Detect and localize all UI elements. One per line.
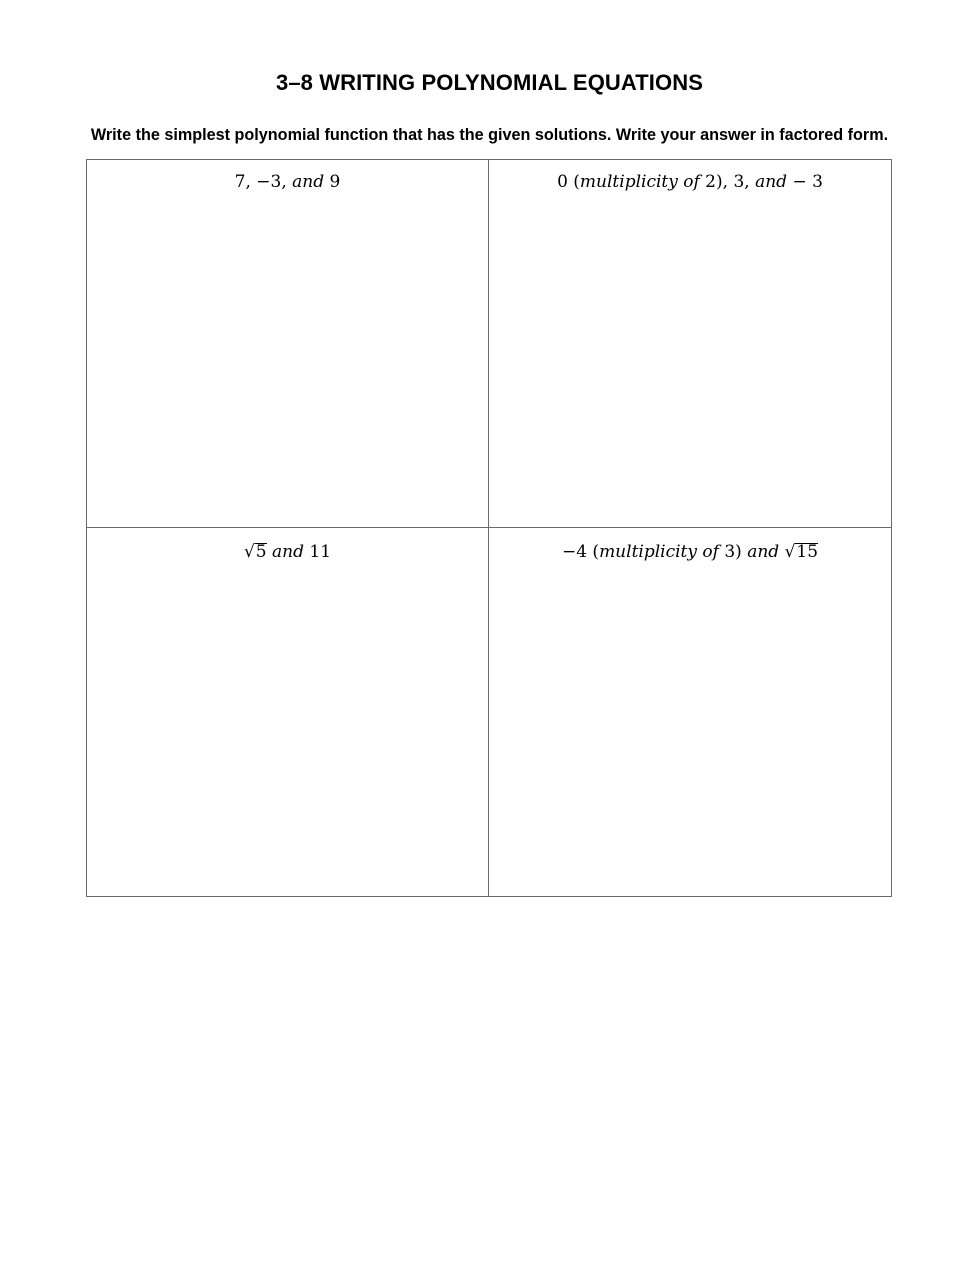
problem-4-and: and	[747, 542, 780, 562]
problem-2-zero: 0 (	[557, 172, 580, 192]
radicand-15: 15	[796, 542, 819, 562]
problem-3-and: and	[272, 542, 304, 562]
instructions-text: Write the simplest polynomial function that has the given solutions. Write your answer in factored form.	[90, 126, 889, 144]
problem-2-last-value: − 3	[787, 172, 823, 192]
problem-2-and: and	[755, 172, 788, 192]
problem-4-multiplicity-value: 3)	[718, 542, 748, 562]
sqrt-5	[244, 542, 267, 562]
problem-3-prompt	[87, 542, 488, 562]
problem-2-values: 2), 3,	[699, 172, 756, 192]
worksheet-title: 3–8 WRITING POLYNOMIAL EQUATIONS	[276, 70, 703, 95]
answer-box-2[interactable]	[489, 160, 891, 528]
answer-box-1[interactable]	[87, 160, 489, 528]
problem-1-prompt	[87, 172, 488, 192]
problem-1-values: 7, −3,	[234, 172, 293, 192]
problem-4-value: −4 (	[561, 542, 600, 562]
radicand-5: 5	[255, 542, 267, 562]
sqrt-symbol: √	[243, 542, 255, 562]
problem-2-multiplicity-label: multiplicity of	[579, 172, 700, 192]
problem-1-and: and	[292, 172, 325, 192]
answer-grid	[86, 159, 892, 897]
problem-4-multiplicity-label: multiplicity of	[599, 542, 719, 562]
problem-2-prompt	[489, 172, 891, 192]
sqrt-15	[785, 542, 818, 562]
problem-3-last-value: 11	[304, 542, 332, 562]
problem-1-last-value: 9	[324, 172, 341, 192]
sqrt-symbol: √	[784, 542, 796, 562]
answer-box-3[interactable]	[87, 528, 489, 896]
problem-4-prompt	[489, 542, 891, 562]
answer-box-4[interactable]	[489, 528, 891, 896]
